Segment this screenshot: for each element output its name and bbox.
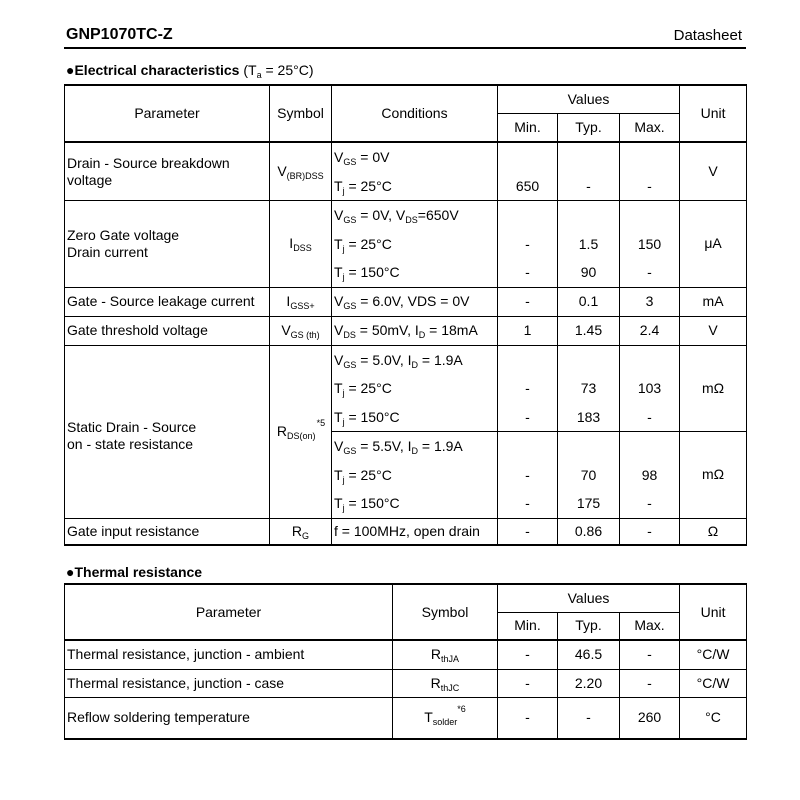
symbol-cell: $T_{solder}^{*6}$: [393, 697, 498, 739]
table-header-row: [65, 584, 747, 612]
min-cell: 1: [498, 316, 558, 345]
electrical-title-text: Electrical characteristics: [74, 62, 240, 78]
header-symbol: Symbol: [270, 85, 332, 142]
header-symbol: Symbol: [393, 584, 498, 640]
part-number: GNP1070TC-Z: [66, 26, 173, 43]
min-cell: - -: [498, 201, 558, 288]
table-row: [65, 345, 747, 432]
electrical-characteristics-table: [64, 84, 747, 546]
min-cell: -: [498, 640, 558, 669]
unit-cell: °C: [680, 697, 747, 739]
conditions-cell: $V_{GS} = 0V$, $V_{DS}=650V$ $T_j = 25^\circ C$ $T_j = 150^\circ C$: [332, 201, 498, 288]
symbol-cell: $R_{DS(on)}^{*5}$: [270, 345, 332, 518]
unit-cell: °C/W: [680, 669, 747, 697]
typ-cell: 46.5: [558, 640, 620, 669]
param-cell: Static Drain - Source on - state resistance: [65, 345, 270, 518]
header-divider: [64, 47, 746, 49]
symbol-cell: $V_{(BR)DSS}$: [270, 142, 332, 201]
symbol-cell: $V_{GS (th)}$: [270, 316, 332, 345]
unit-cell: V: [680, 316, 747, 345]
unit-cell: mΩ: [680, 345, 747, 432]
param-cell: Thermal resistance, junction - ambient: [65, 640, 393, 669]
typ-cell: 70 175: [558, 432, 620, 519]
unit-cell: mA: [680, 287, 747, 316]
max-cell: 98 -: [620, 432, 680, 519]
table-row: [65, 697, 747, 739]
unit-cell: μA: [680, 201, 747, 288]
max-cell: -: [620, 518, 680, 545]
header-values: Values: [498, 584, 680, 612]
table-header-row: [65, 85, 747, 113]
typ-cell: -: [558, 697, 620, 739]
thermal-resistance-table: [64, 583, 747, 740]
header-typ: Typ.: [558, 113, 620, 142]
min-cell: -: [498, 697, 558, 739]
min-cell: -: [498, 287, 558, 316]
header-min: Min.: [498, 113, 558, 142]
max-cell: 150 -: [620, 201, 680, 288]
symbol-cell: $R_G$: [270, 518, 332, 545]
max-cell: -: [620, 142, 680, 201]
unit-cell: °C/W: [680, 640, 747, 669]
max-cell: -: [620, 669, 680, 697]
unit-cell: Ω: [680, 518, 747, 545]
conditions-cell: $V_{DS} = 50mV$, $I_D = 18mA$: [332, 316, 498, 345]
header-max: Max.: [620, 612, 680, 640]
max-cell: -: [620, 640, 680, 669]
symbol-cell: $I_{GSS+}$: [270, 287, 332, 316]
conditions-cell: f = 100MHz, open drain: [332, 518, 498, 545]
bullet-icon: ●: [66, 62, 75, 78]
header-parameter: Parameter: [65, 85, 270, 142]
thermal-title-text: Thermal resistance: [74, 564, 203, 580]
table-row: [65, 201, 747, 288]
typ-cell: 1.5 90: [558, 201, 620, 288]
header-conditions: Conditions: [332, 85, 498, 142]
param-cell: Gate - Source leakage current: [65, 287, 270, 316]
param-cell: Drain - Source breakdown voltage: [65, 142, 270, 201]
table-row: [65, 669, 747, 697]
param-cell: Gate threshold voltage: [65, 316, 270, 345]
header-unit: Unit: [680, 85, 747, 142]
header-unit: Unit: [680, 584, 747, 640]
header-max: Max.: [620, 113, 680, 142]
header-values: Values: [498, 85, 680, 113]
unit-cell: mΩ: [680, 432, 747, 519]
min-cell: -: [498, 518, 558, 545]
param-cell: Zero Gate voltage Drain current: [65, 201, 270, 288]
table-row: [65, 316, 747, 345]
table-row: [65, 142, 747, 201]
typ-cell: 0.1: [558, 287, 620, 316]
symbol-cell: $R_{thJA}$: [393, 640, 498, 669]
typ-cell: 73 183: [558, 345, 620, 432]
max-cell: 103 -: [620, 345, 680, 432]
symbol-cell: $I_{DSS}$: [270, 201, 332, 288]
conditions-cell: $V_{GS} = 0V$ $T_j = 25^\circ C$: [332, 142, 498, 201]
param-cell: Gate input resistance: [65, 518, 270, 545]
thermal-section-title: [66, 564, 202, 580]
header-parameter: Parameter: [65, 584, 393, 640]
header-typ: Typ.: [558, 612, 620, 640]
typ-cell: 1.45: [558, 316, 620, 345]
conditions-cell: $V_{GS} = 5.0V$, $I_D = 1.9A$ $T_j = 25^\circ C$ $T_j = 150^\circ C$: [332, 345, 498, 432]
conditions-cell: $V_{GS} = 6.0V$, VDS = 0V: [332, 287, 498, 316]
param-cell: Thermal resistance, junction - case: [65, 669, 393, 697]
max-cell: 2.4: [620, 316, 680, 345]
header-min: Min.: [498, 612, 558, 640]
table-row: [65, 518, 747, 545]
table-row: [65, 287, 747, 316]
table-row: [65, 640, 747, 669]
symbol-cell: $R_{thJC}$: [393, 669, 498, 697]
typ-cell: 2.20: [558, 669, 620, 697]
min-cell: - -: [498, 345, 558, 432]
electrical-section-title: [66, 62, 314, 78]
max-cell: 3: [620, 287, 680, 316]
bullet-icon: ●: [66, 564, 75, 580]
min-cell: 650: [498, 142, 558, 201]
electrical-title-condition: $(T_a = 25^\circ C)$: [243, 62, 314, 80]
min-cell: - -: [498, 432, 558, 519]
min-cell: -: [498, 669, 558, 697]
max-cell: 260: [620, 697, 680, 739]
unit-cell: V: [680, 142, 747, 201]
conditions-cell: $V_{GS} = 5.5V$, $I_D = 1.9A$ $T_j = 25^\circ C$ $T_j = 150^\circ C$: [332, 432, 498, 519]
typ-cell: 0.86: [558, 518, 620, 545]
param-cell: Reflow soldering temperature: [65, 697, 393, 739]
typ-cell: -: [558, 142, 620, 201]
document-type: Datasheet: [673, 27, 742, 44]
